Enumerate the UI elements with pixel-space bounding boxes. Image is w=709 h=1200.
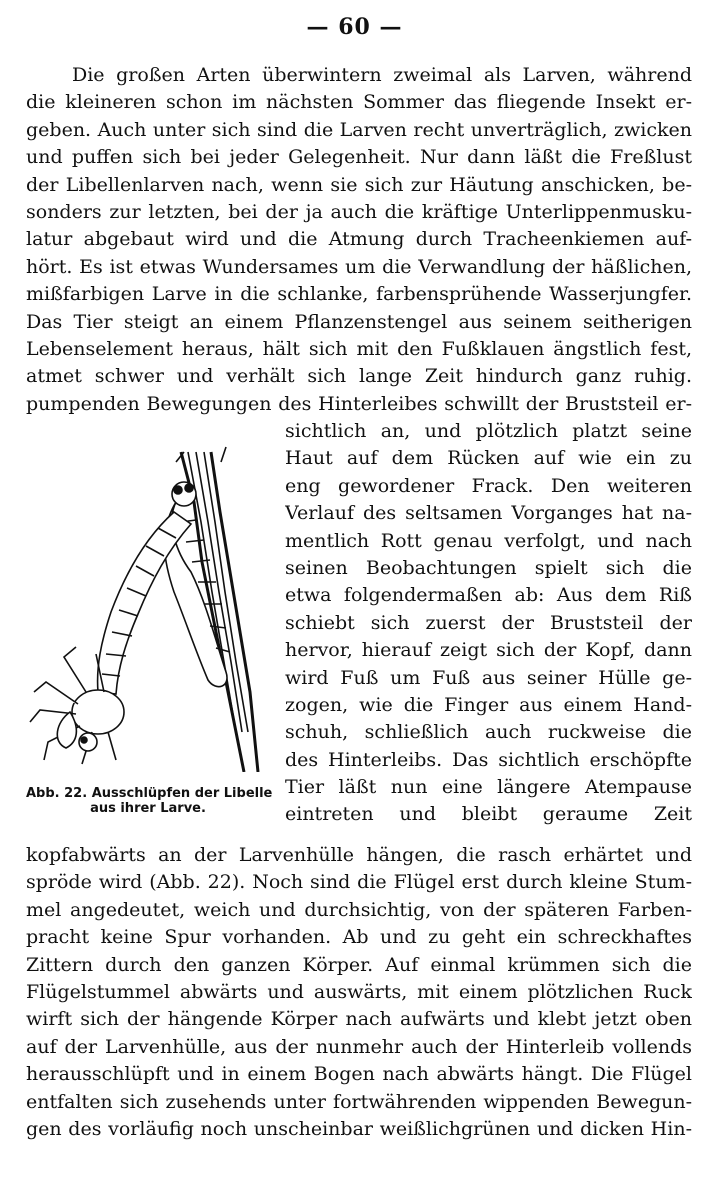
text-line: hört. Es ist etwas Wundersames um die Verwandlung der häßlichen,	[26, 255, 692, 278]
text-line: mel angedeutet, weich und durchsichtig, von der späteren Farben-	[26, 898, 692, 921]
text-line: Flügelstummel abwärts und auswärts, mit einem plötzlichen Ruck	[26, 980, 692, 1003]
text-line: entfalten sich zusehends unter fortwährenden wippenden Bewegun-	[26, 1090, 692, 1113]
text-line: schuh, schließlich auch ruckweise die	[285, 721, 692, 744]
text-line: geben. Auch unter sich sind die Larven recht unverträglich, zwicken	[26, 118, 692, 141]
text-line: atmet schwer und verhält sich lange Zeit hindurch ganz ruhig.	[26, 365, 692, 388]
text-line: sichtlich an, und plötzlich platzt seine	[285, 420, 692, 442]
text-line: etwa folgendermaßen ab: Aus dem Riß	[285, 584, 692, 607]
text-line: seinen Beobachtungen spielt sich die	[285, 556, 692, 579]
text-line: eng gewordener Frack. Den weiteren	[285, 474, 692, 497]
text-line: Haut auf dem Rücken auf wie ein zu	[285, 447, 692, 470]
text-line: pumpenden Bewegungen des Hinterleibes schwillt der Bruststeil er-	[26, 392, 692, 415]
text-line: Zittern durch den ganzen Körper. Auf einmal krümmen sich die	[26, 953, 692, 976]
text-line: wirft sich der hängende Körper nach aufwärts und klebt jetzt oben	[26, 1008, 692, 1031]
caption-line: aus ihrer Larve.	[90, 801, 206, 816]
text-line: hervor, hierauf zeigt sich der Kopf, dann	[285, 639, 692, 662]
text-line: Verlauf des seltsamen Vorganges hat na-	[285, 502, 692, 525]
caption-line: Abb. 22. Ausschlüpfen der Libelle	[26, 786, 273, 801]
text-line: sonders zur letzten, bei der ja auch die kräftige Unterlippenmusku-	[26, 200, 692, 223]
dragonfly-emergence-figure	[26, 442, 276, 772]
text-line: mißfarbigen Larve in die schlanke, farbensprühende Wasserjungfer.	[26, 283, 692, 306]
text-line: kopfabwärts an der Larvenhülle hängen, die rasch erhärtet und	[26, 844, 692, 866]
text-line: Das Tier steigt an einem Pflanzenstengel aus seinem seitherigen	[26, 310, 692, 333]
text-line: schiebt sich zuerst der Bruststeil der	[285, 611, 692, 634]
text-line: und puffen sich bei jeder Gelegenheit. Nur dann läßt die Freßlust	[26, 146, 692, 169]
page-number-header: — 60 —	[306, 14, 403, 40]
text-line: latur abgebaut wird und die Atmung durch Tracheenkiemen auf-	[26, 228, 692, 251]
text-line: eintreten und bleibt geraume Zeit	[285, 803, 692, 826]
bottom-text-block	[26, 842, 692, 1143]
figure-caption	[26, 786, 282, 816]
text-line: die kleineren schon im nächsten Sommer das fliegende Insekt er-	[26, 91, 692, 114]
text-line: des Hinterleibs. Das sichtlich erschöpfte	[285, 748, 692, 771]
text-line: Lebenselement heraus, hält sich mit den Fußklauen ängstlich fest,	[26, 337, 692, 360]
top-text-block	[26, 62, 692, 418]
text-line: wird Fuß um Fuß aus seiner Hülle ge-	[285, 666, 692, 689]
text-line: mentlich Rott genau verfolgt, und nach	[285, 529, 692, 552]
text-line: der Libellenlarven nach, wenn sie sich zur Häutung anschicken, be-	[26, 173, 692, 196]
text-line: herausschlüpft und in einem Bogen nach abwärts hängt. Die Flügel	[26, 1063, 692, 1086]
dragonfly-illustration	[26, 442, 276, 772]
text-line: gen des vorläufig noch unscheinbar weißlichgrünen und dicken Hin-	[26, 1117, 692, 1140]
text-line: Tier läßt nun eine längere Atempause	[285, 776, 692, 799]
text-line: pracht keine Spur vorhanden. Ab und zu geht ein schreckhaftes	[26, 926, 692, 949]
text-line: auf der Larvenhülle, aus der nunmehr auch der Hinterleib vollends	[26, 1035, 692, 1058]
column-text-block	[285, 418, 692, 829]
text-line: Die großen Arten überwintern zweimal als Larven, während	[72, 64, 692, 86]
text-line: zogen, wie die Finger aus einem Hand-	[285, 693, 692, 716]
text-line: spröde wird (Abb. 22). Noch sind die Flügel erst durch kleine Stum-	[26, 871, 692, 894]
